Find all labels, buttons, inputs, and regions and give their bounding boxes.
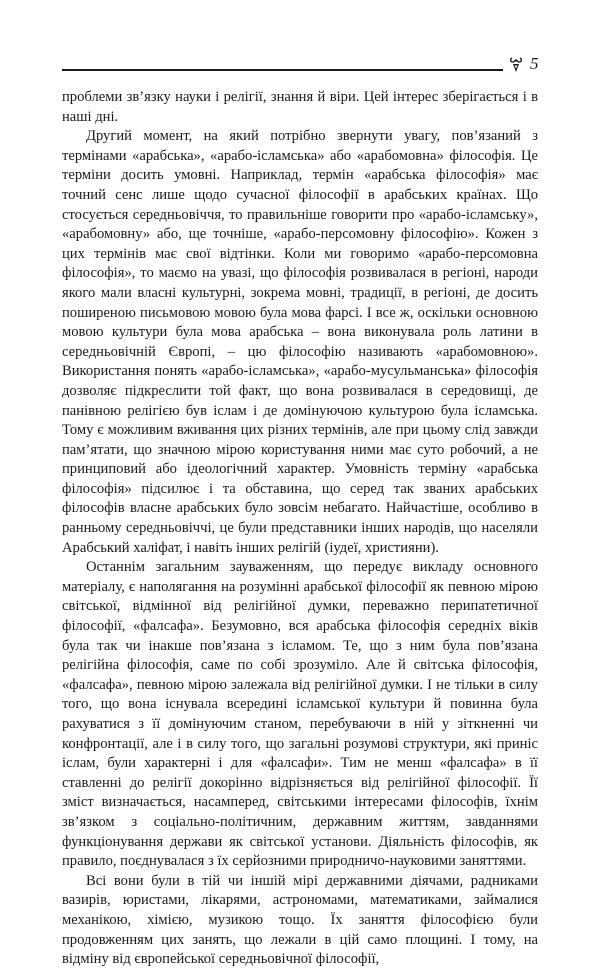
- paragraph-terms: Другий момент, на який потрібно звернути увагу, пов’язаний з термінами «арабська», «арабо-ісламська» або «арабомовна» філософія. Це терміни досить умовні. Наприклад, термін «арабська філософія» має точний сенс лише щодо сучасної філософії в арабських країнах. Що стосується середньовіччя, то правильніше говорити про «арабо-ісламську», «арабомовну» або, ще точніше, «арабо-персомовну філософію». Кожен з цих термінів має свої відтінки. Коли ми говоримо «арабо-персомовна філософія», то маємо на увазі, що філософія розвивалася в регіоні, народи якого мали власні культурні, зокрема мовні, традиції, в регіоні, де досить поширеною письмовою мовою була мова фарсі. І все ж, оскільки основною мовою культури була мова арабська – вона виконувала роль латини в середньовічній Європі, – цю філософію називають «арабомовною». Використання понять «арабо-ісламська», «арабо-мусульманська» філософія дозволяє підкреслити той факт, що вона розвивалася в середовищі, де панівною релігією був іслам і де домінуючою культурою була ісламська. Тому є можливим вживання цих різних термінів, але при цьому слід завжди пам’ятати, що значною мірою користування ними має суто робочий, а не принциповий або ідеологічний характер. Умовність терміну «арабська філософія» підсилює і та обставина, що серед так званих арабських філософів власне арабських було зовсім небагато. Найчастіше, особливо в ранньому середньовіччі, це були представники інших народів, що населяли Арабський халіфат, і навіть інших релігій (іудеї, християни).: [62, 128, 538, 556]
- fleuron-ornament-icon: [509, 56, 523, 74]
- header-rule: [62, 69, 503, 71]
- page-number: 5: [530, 54, 539, 73]
- body-text: [62, 88, 538, 970]
- paragraph-philosophers: Всі вони були в тій чи іншій мірі державними діячами, радниками вазирів, юристами, лікарями, астрономами, математиками, займалися механікою, хімією, музикою тощо. Їх заняття філософією були продовженням цих занять, що лежали в цій само площині. І тому, на відміну від європейської середньовічної філософії,: [62, 872, 538, 968]
- paragraph-falsafa: Останнім загальним зауваженням, що передує викладу основного матеріалу, є наполягання на розумінні арабської філософії як певною мірою світської, відмінної від релігійної думки, переважно перипатетичної філософії, «фалсафа». Безумовно, вся арабська філософія середніх віків була так чи інакше пов’язана з ісламом. Те, що з ним була пов’язана релігійна філософія, саме по собі зрозуміло. Але й світська філософія, «фалсафа», певною мірою залежала від релігійної думки. І не тільки в силу того, що вона існувала всередині ісламської культури й повинна була рахуватися з її домінуючим станом, перебуваючи в ній у зіткненні чи конфронтації, але і в силу того, що загальні розумові структури, які приніс іслам, були характерні і для «фалсафи». Тим не менш «фалсафа» в її ставленні до релігії докорінно відрізняється від релігійної філософії. Її зміст визначається, насамперед, світськими інтересами філософів, їхнім зв’язком з соціально-політичним, державним життям, завданнями функціонування держави як світської установи. Діяльність філософів, як правило, поєднувалася з їх серйозними природничо-науковими заняттями.: [62, 559, 538, 870]
- paragraph-continuation: проблеми зв’язку науки і релігії, знання й віри. Цей інтерес зберігається і в наші дні.: [62, 89, 538, 125]
- running-header: [62, 56, 542, 76]
